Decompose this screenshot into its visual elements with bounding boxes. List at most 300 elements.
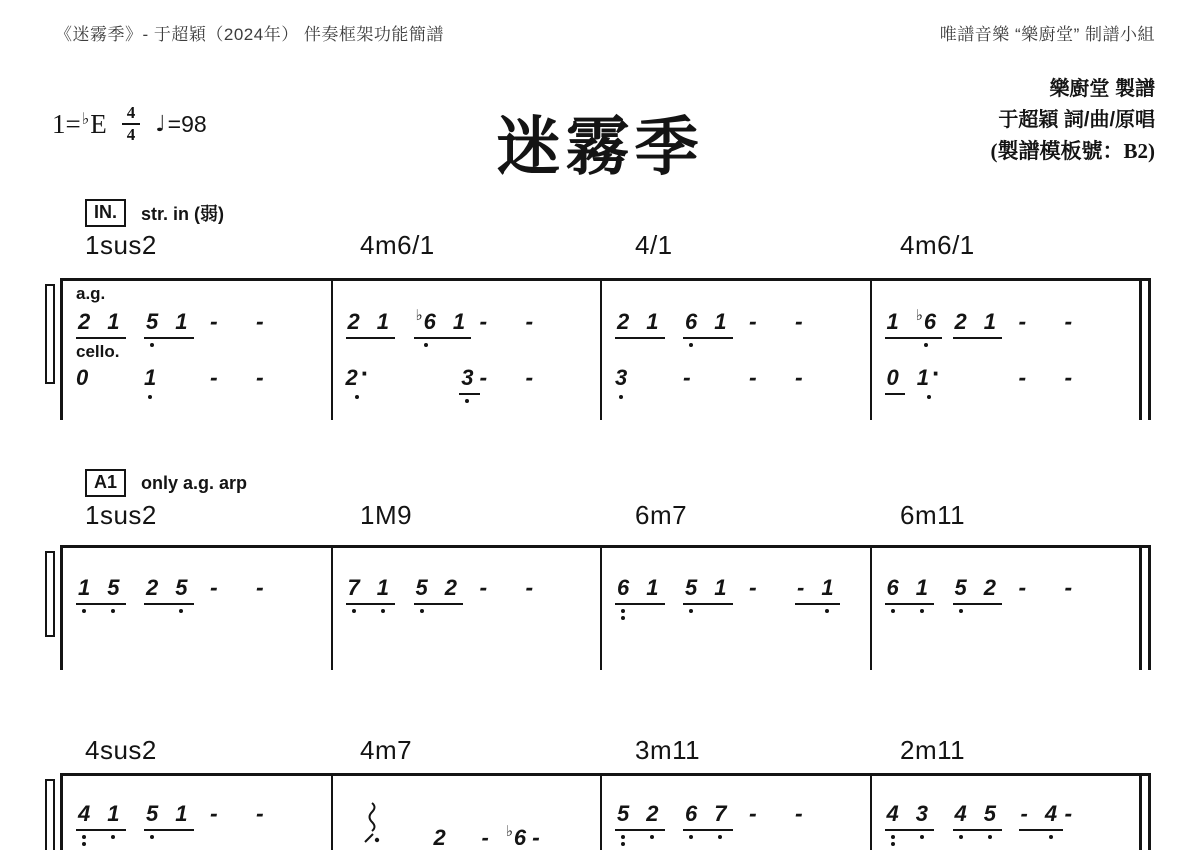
beat-cell	[615, 310, 683, 339]
measure	[331, 545, 601, 670]
octave-dots	[352, 609, 356, 613]
octave-dots	[82, 835, 86, 846]
note-digit	[482, 826, 489, 850]
note-digit: ♭ 6	[505, 822, 527, 850]
digit-value: -	[1020, 801, 1028, 826]
tempo-value: =98	[167, 110, 207, 137]
beat-cell	[953, 576, 1019, 605]
rest-dash: -	[1018, 308, 1027, 334]
note-digit	[615, 366, 627, 390]
voice-label	[602, 342, 870, 365]
digit-value: 3	[915, 801, 928, 826]
note-group	[885, 576, 935, 605]
digit-value: 6	[423, 309, 436, 334]
beat-cell	[480, 309, 526, 333]
rest-dash: -	[683, 364, 691, 390]
octave-dots	[924, 343, 928, 347]
note-digit	[685, 576, 697, 600]
beat-cell	[480, 822, 533, 850]
note-digit	[78, 802, 90, 826]
note-group	[480, 822, 533, 850]
digit-value: 2	[78, 309, 91, 334]
section-note: str. in (弱)	[141, 204, 225, 224]
digit-value: 1	[107, 309, 120, 334]
measure	[63, 773, 331, 850]
note-digit	[714, 802, 726, 826]
digit-value: 1	[983, 309, 996, 334]
digit-value: 2	[146, 575, 159, 600]
octave-dots	[689, 609, 693, 613]
octave-dot	[381, 609, 385, 613]
note-digit: 2 ·	[346, 366, 370, 390]
octave-dot	[689, 609, 693, 613]
rest-dash: -	[1018, 364, 1027, 390]
measure	[600, 278, 870, 420]
octave-dot	[621, 835, 625, 839]
rest-dash: -	[749, 800, 757, 826]
digit-value: 6	[886, 575, 899, 600]
note-group	[76, 310, 126, 339]
beat-cell	[1019, 575, 1065, 599]
note-digit: ♭ 6	[416, 310, 436, 334]
note-group	[795, 576, 840, 605]
octave-dot	[1049, 835, 1053, 839]
voice-label	[602, 284, 870, 309]
rest-dash: -	[749, 574, 757, 600]
note-group	[615, 802, 665, 831]
octave-dots	[959, 609, 963, 613]
octave-dots	[650, 835, 654, 839]
score-grid	[60, 773, 1142, 850]
measure	[331, 773, 601, 850]
note-group	[615, 310, 665, 339]
beat-cell	[345, 358, 414, 390]
beat-cell	[749, 801, 795, 825]
octave-dot	[825, 609, 829, 613]
note-digit	[78, 310, 90, 334]
digit-value: 3	[615, 365, 628, 390]
beat-cell	[1019, 802, 1065, 831]
octave-dot	[959, 835, 963, 839]
digit-value: 1	[646, 575, 659, 600]
digit-value: 1	[916, 365, 929, 390]
voice-label: cello.	[76, 342, 120, 361]
octave-dots	[424, 343, 428, 347]
digit-value: 1	[144, 365, 157, 390]
section-label-row	[85, 469, 247, 497]
digit-value: 1	[376, 309, 389, 334]
note-digit	[955, 310, 967, 334]
digit-value: 1	[78, 575, 91, 600]
digit-value: 1	[646, 309, 659, 334]
note-digit	[685, 802, 697, 826]
rest-dash: -	[256, 574, 264, 600]
digit-value: 1	[821, 575, 834, 600]
credit-template: (製譜模板號：B2)	[990, 139, 1155, 163]
digit-value: 4	[954, 801, 967, 826]
note-row	[63, 365, 331, 398]
octave-dots	[825, 609, 829, 613]
note-group	[144, 576, 194, 605]
note-group	[76, 802, 126, 831]
note-digit	[1021, 802, 1028, 826]
beat-cell	[256, 575, 296, 599]
note-row	[63, 801, 331, 834]
octave-dot	[111, 609, 115, 613]
rest-dash: -	[210, 308, 218, 334]
note-digit	[175, 576, 187, 600]
measure	[331, 278, 601, 420]
score-grid	[60, 545, 1142, 670]
rest-dash: -	[1064, 308, 1073, 334]
digit-value: 0	[886, 365, 899, 390]
octave-dot	[924, 343, 928, 347]
chord-label: 4m6/1	[360, 230, 435, 260]
digit-value: 2	[983, 575, 996, 600]
note-digit: ♭ 6	[916, 310, 936, 334]
octave-dots	[150, 835, 154, 839]
rest-dash: -	[795, 308, 803, 334]
meter-denominator: 4	[122, 123, 141, 144]
note-group	[953, 576, 1003, 605]
octave-dot	[82, 842, 86, 846]
note-row	[602, 309, 870, 342]
digit-value: 5	[107, 575, 120, 600]
note-digit	[144, 366, 156, 390]
beat-cell	[346, 576, 414, 605]
digit-value: 1	[886, 309, 899, 334]
note-group	[432, 826, 452, 850]
note-group	[76, 576, 126, 605]
note-digit	[1045, 802, 1057, 826]
beat-cell	[210, 575, 256, 599]
beat-cell	[144, 802, 210, 831]
beat-cell	[683, 576, 749, 605]
note-digit	[955, 802, 967, 826]
note-group	[953, 802, 1003, 831]
chord-row	[0, 500, 1200, 532]
note-group	[346, 576, 396, 605]
octave-dots	[920, 835, 924, 839]
digit-value: -	[481, 825, 489, 850]
octave-dot	[111, 835, 115, 839]
beat-cell	[144, 366, 210, 390]
digit-value: 2	[433, 825, 446, 850]
digit-value: 1	[915, 575, 928, 600]
beat-cell	[210, 309, 256, 333]
note-digit	[646, 576, 658, 600]
song-title: 迷霧季	[496, 112, 704, 183]
note-digit: 1 ·	[917, 366, 941, 390]
beat-cell	[795, 576, 840, 605]
rest-dash: -	[525, 364, 534, 390]
note-row	[602, 801, 870, 834]
measure	[870, 278, 1140, 420]
note-row	[63, 309, 331, 342]
octave-dot	[718, 835, 722, 839]
note-digit	[416, 576, 428, 600]
note-digit	[175, 310, 187, 334]
octave-dots	[689, 343, 693, 347]
note-digit	[887, 576, 899, 600]
note-digit	[617, 576, 629, 600]
measure	[600, 545, 870, 670]
chord-label: 2m11	[900, 735, 966, 765]
octave-dot	[621, 609, 625, 613]
note-group	[346, 310, 396, 339]
measure	[600, 773, 870, 850]
system-bracket	[45, 551, 55, 637]
note-group	[953, 310, 1003, 339]
octave-dots	[148, 395, 152, 399]
octave-dot	[355, 395, 359, 399]
note-digit	[348, 576, 360, 600]
note-group	[1019, 802, 1064, 831]
octave-dot	[465, 399, 469, 403]
beat-cell	[953, 802, 1019, 831]
digit-value: -	[797, 575, 805, 600]
digit-value: 2	[646, 801, 659, 826]
note-group	[683, 310, 733, 339]
beat-cell	[615, 802, 683, 831]
octave-dot	[689, 835, 693, 839]
voice-label	[872, 342, 1140, 365]
rest-dash: -	[479, 308, 488, 334]
beat-cell	[480, 575, 526, 599]
digit-value: 5	[617, 801, 630, 826]
digit-value: 1	[714, 309, 727, 334]
beat-cell	[885, 306, 953, 339]
rest-dash: -	[1018, 574, 1027, 600]
voice-label	[333, 342, 601, 365]
digit-value: 1	[175, 309, 188, 334]
note-digit	[175, 802, 187, 826]
note-digit	[146, 576, 158, 600]
octave-dots	[1049, 835, 1053, 839]
note-row	[872, 801, 1140, 834]
beat-cell	[144, 310, 210, 339]
note-digit	[348, 310, 360, 334]
chord-label: 6m7	[635, 500, 688, 530]
note-row	[333, 575, 601, 608]
beat-cell	[414, 826, 480, 850]
digit-value: 2	[617, 309, 630, 334]
note-digit	[453, 310, 465, 334]
octave-dots	[111, 835, 115, 839]
note-digit	[797, 576, 804, 600]
score-grid	[60, 278, 1142, 420]
double-barline	[1148, 545, 1151, 670]
digit-value: 5	[146, 801, 159, 826]
beat-cell	[1019, 309, 1065, 333]
double-barline	[1148, 773, 1151, 850]
section-note: only a.g. arp	[141, 472, 248, 493]
note-digit	[714, 310, 726, 334]
chord-label: 4m6/1	[900, 230, 975, 260]
beat-cell	[749, 309, 795, 333]
octave-dots	[465, 399, 469, 403]
digit-value: 2	[347, 309, 360, 334]
beat-cell	[532, 825, 572, 849]
note-digit	[714, 576, 726, 600]
note-digit	[76, 366, 88, 390]
beat-cell	[414, 366, 480, 395]
octave-dots	[420, 609, 424, 613]
note-digit	[984, 576, 996, 600]
rest-dash: -	[1064, 800, 1073, 826]
octave-dots	[355, 395, 359, 399]
rest-dash: -	[479, 574, 488, 600]
section-label-box: A1	[85, 469, 126, 497]
double-barline	[1148, 278, 1151, 420]
beat-cell	[615, 366, 683, 390]
digit-value: 1	[175, 801, 188, 826]
digit-value: 5	[415, 575, 428, 600]
digit-value: 4	[886, 801, 899, 826]
beat-cell	[526, 365, 566, 389]
system-bracket	[45, 284, 55, 384]
voice-label	[872, 284, 1140, 309]
note-digit	[887, 802, 899, 826]
note-digit	[984, 802, 996, 826]
note-digit	[377, 576, 389, 600]
beat-cell	[1065, 309, 1105, 333]
octave-dot	[352, 609, 356, 613]
chord-row	[0, 735, 1200, 767]
note-row	[872, 306, 1140, 342]
note-digit	[78, 576, 90, 600]
octave-dot	[920, 609, 924, 613]
octave-dots	[179, 609, 183, 613]
octave-dots	[82, 609, 86, 613]
beat-cell	[683, 310, 749, 339]
note-group	[144, 802, 194, 831]
rest-dash: -	[749, 308, 757, 334]
voice-label	[333, 284, 601, 309]
octave-dot	[619, 395, 623, 399]
note-digit	[887, 366, 899, 390]
rest-dash: -	[210, 364, 218, 390]
octave-dot	[621, 842, 625, 846]
note-row	[602, 575, 870, 608]
note-group	[459, 366, 479, 395]
note-digit	[646, 310, 658, 334]
beat-cell	[346, 801, 414, 850]
note-digit	[377, 310, 389, 334]
octave-dots	[920, 609, 924, 613]
note-group	[615, 576, 665, 605]
octave-dots	[621, 835, 625, 846]
chord-label: 6m11	[900, 500, 966, 530]
octave-dots	[689, 835, 693, 839]
octave-dot	[420, 609, 424, 613]
rest-dash: -	[256, 364, 264, 390]
beat-cell	[749, 575, 795, 599]
digit-value: 6	[513, 825, 527, 850]
rest-dash: -	[256, 308, 264, 334]
beat-cell	[256, 801, 296, 825]
note-row	[602, 365, 870, 398]
note-group	[414, 576, 464, 605]
beat-cell	[683, 365, 749, 389]
octave-dots	[891, 609, 895, 613]
note-digit	[107, 310, 119, 334]
note-row	[333, 801, 601, 850]
measure	[63, 278, 331, 420]
beat-cell	[256, 365, 296, 389]
rest-dash: -	[210, 574, 218, 600]
octave-dot	[82, 835, 86, 839]
digit-value: 2	[345, 365, 358, 390]
octave-dot	[689, 343, 693, 347]
note-group	[885, 802, 935, 831]
rest-dash: -	[795, 364, 803, 390]
key-letter: E	[90, 108, 107, 139]
arpeggio-icon	[362, 801, 382, 850]
beat-cell	[885, 358, 953, 395]
beat-cell	[76, 576, 144, 605]
octave-dot	[920, 835, 924, 839]
digit-value: 6	[617, 575, 630, 600]
chord-label: 4sus2	[85, 735, 157, 765]
octave-dot	[891, 842, 895, 846]
note-group	[144, 310, 194, 339]
digit-value: 6	[923, 309, 937, 334]
note-digit	[146, 310, 158, 334]
note-digit	[617, 802, 629, 826]
chord-label: 1M9	[360, 500, 413, 530]
note-digit	[445, 576, 457, 600]
note-row	[333, 358, 601, 398]
note-digit	[887, 310, 899, 334]
quarter-note-icon: ♩	[155, 111, 166, 137]
beat-cell	[526, 309, 566, 333]
digit-value: 0	[76, 365, 89, 390]
digit-value: 5	[983, 801, 996, 826]
rest-dash: -	[525, 308, 534, 334]
rest-dash: -	[749, 364, 757, 390]
note-digit	[434, 826, 446, 850]
beat-cell	[795, 365, 835, 389]
rest-dash: -	[795, 800, 803, 826]
digit-value: 2	[954, 309, 967, 334]
note-digit	[617, 310, 629, 334]
beat-cell	[885, 802, 953, 831]
beat-cell	[526, 575, 566, 599]
digit-value: 1	[714, 575, 727, 600]
rest-dash: -	[210, 800, 218, 826]
digit-value: 5	[146, 309, 159, 334]
octave-dots	[111, 609, 115, 613]
flat-icon: ♭	[81, 108, 90, 128]
rest-dash: -	[525, 574, 534, 600]
beat-cell	[683, 802, 749, 831]
page-header-right: 唯譜音樂 “樂廚堂” 制譜小組	[939, 25, 1155, 44]
octave-dots	[381, 609, 385, 613]
octave-dots	[619, 395, 623, 399]
meter-numerator: 4	[126, 103, 136, 122]
digit-value: 5	[954, 575, 967, 600]
rest-dash: -	[256, 800, 264, 826]
beat-cell	[953, 310, 1019, 339]
note-digit	[821, 576, 833, 600]
beat-cell	[414, 306, 480, 339]
chord-label: 1sus2	[85, 500, 157, 530]
beat-cell	[76, 366, 144, 390]
section-label-row	[85, 199, 224, 227]
octave-dot	[988, 835, 992, 839]
beat-cell	[1065, 365, 1105, 389]
